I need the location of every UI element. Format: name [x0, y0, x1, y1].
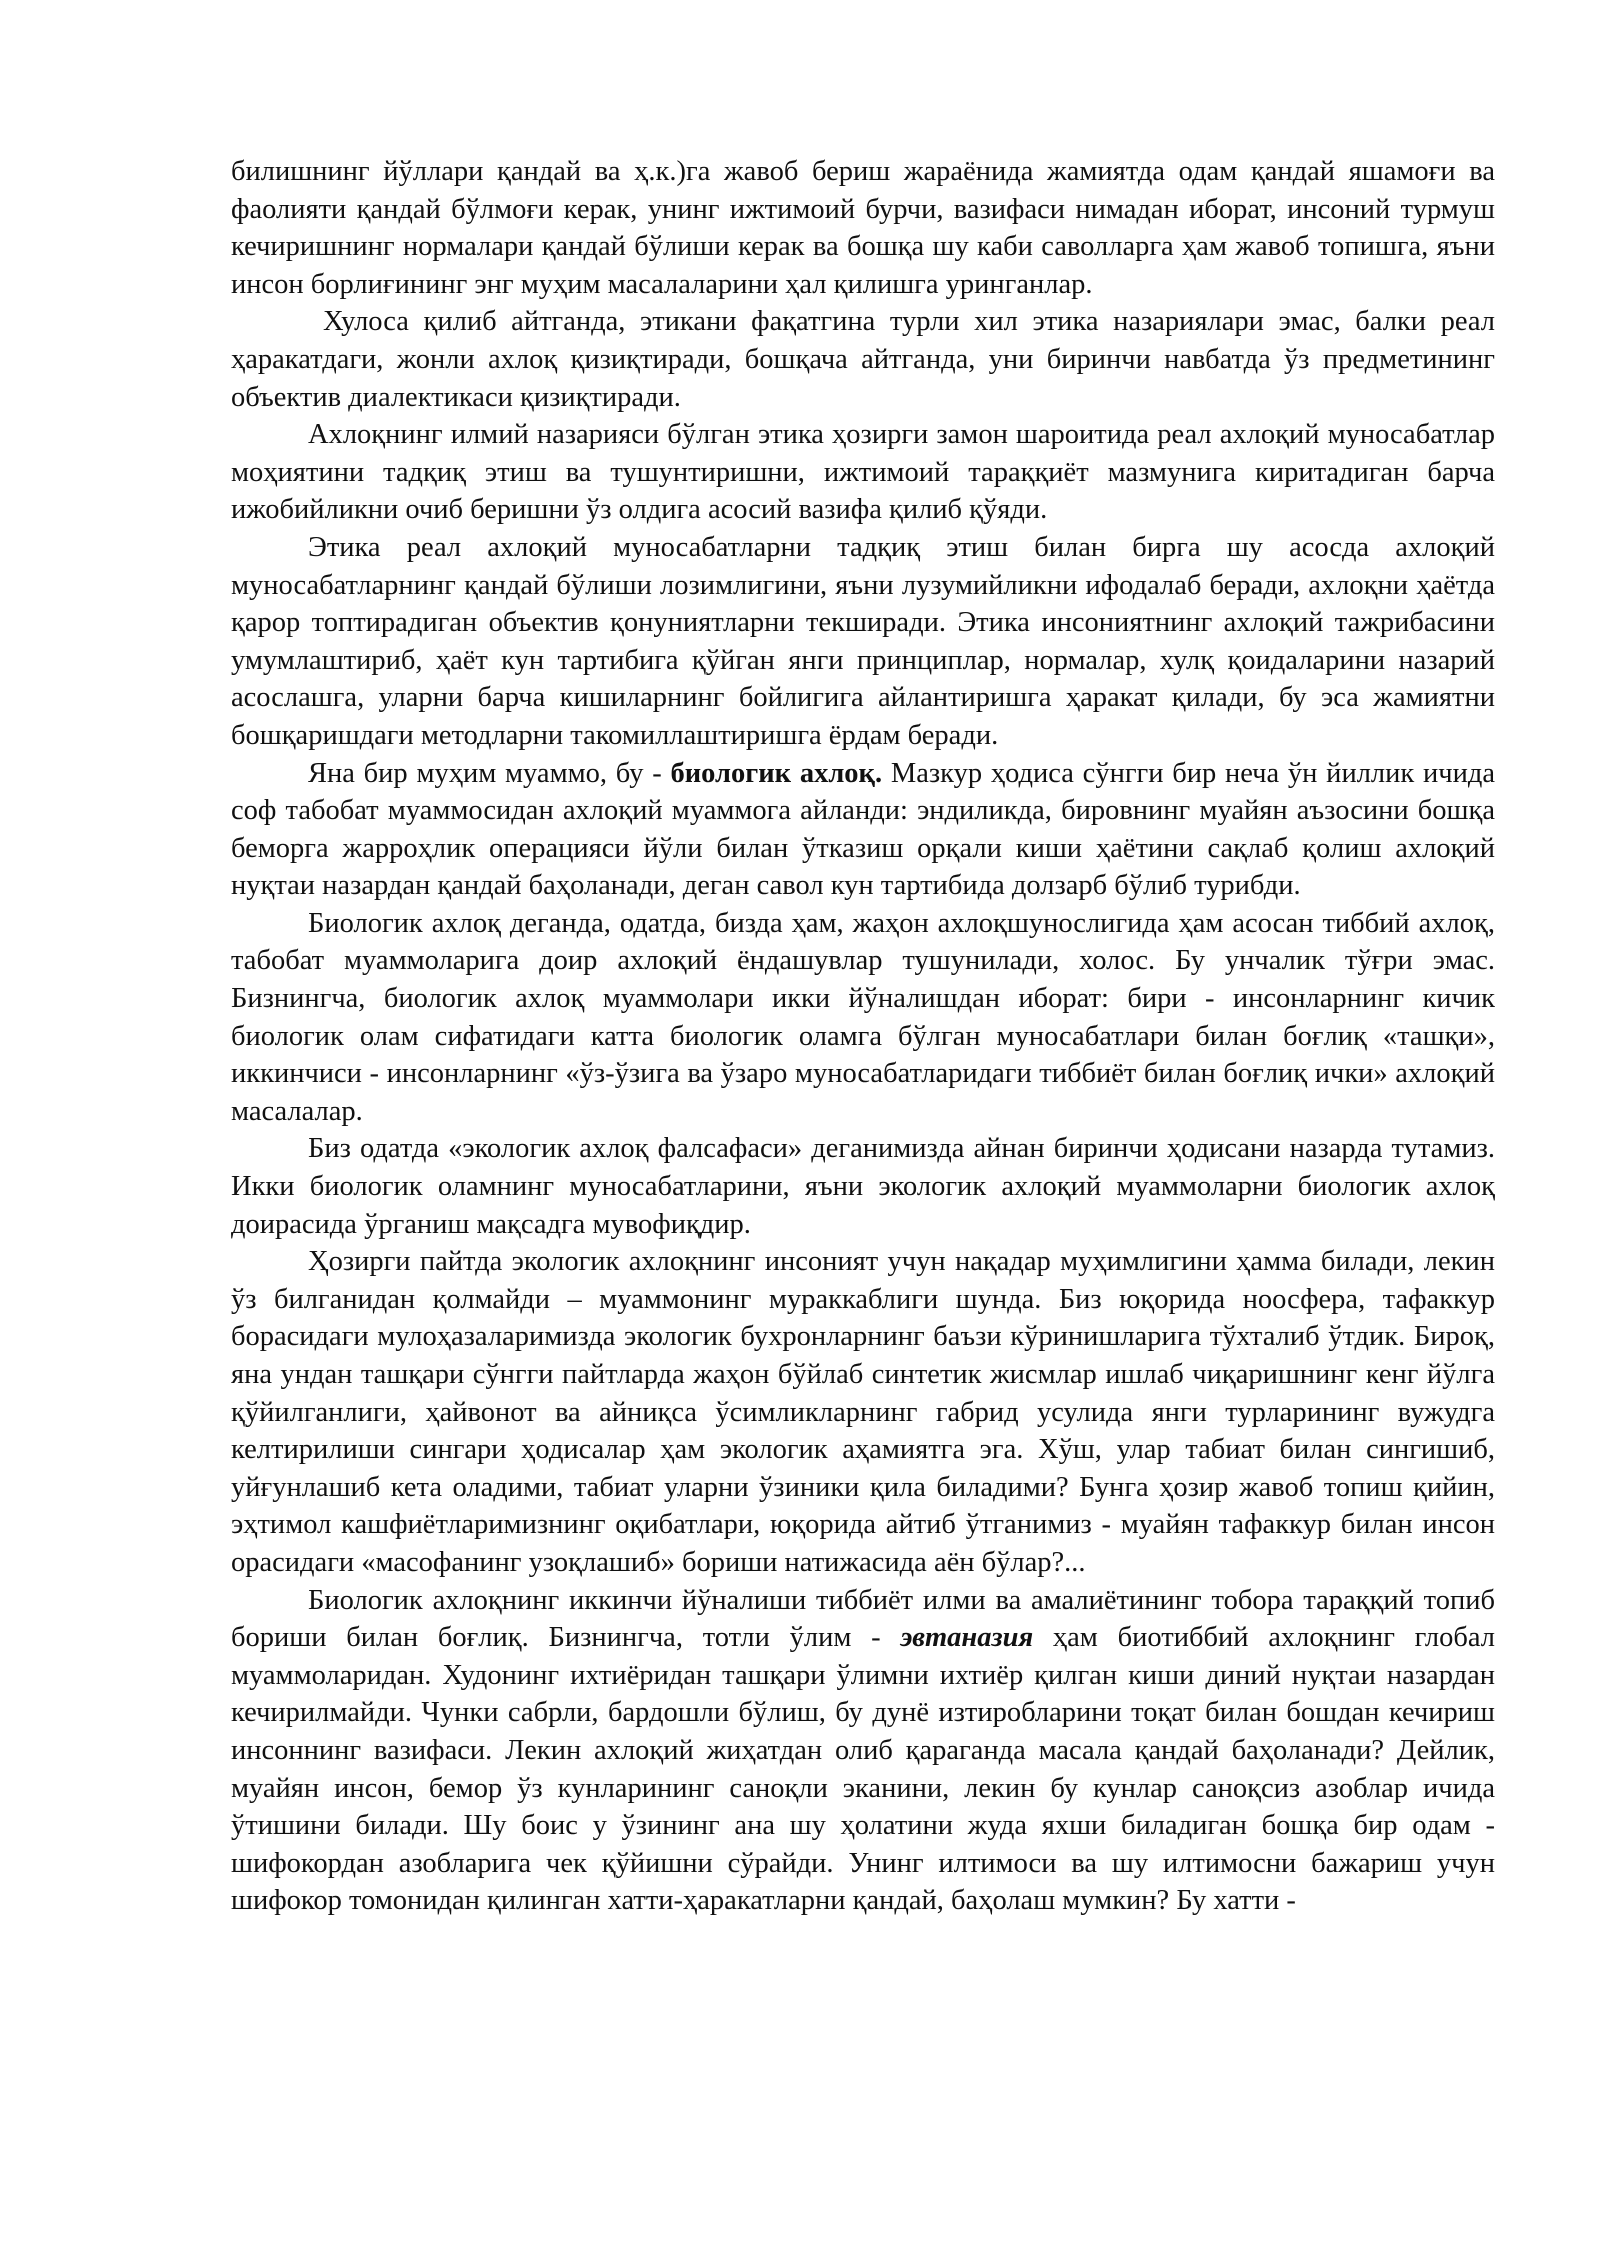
paragraph-text: Хулоса қилиб айтганда, этикани фақатгина турли хил этика назариялари эмас, балки реал ҳаракатдаги, жонли ахлоқ қизиқтиради, бошқача айтганда, уни биринчи навбатда ўз предметининг объектив диалектикаси қизиқтиради.	[231, 306, 1495, 413]
paragraph	[231, 153, 1495, 303]
paragraph	[231, 1130, 1495, 1243]
paragraph-text: билишнинг йўллари қандай ва ҳ.к.)га жавоб бериш жараёнида жамиятда одам қандай яшамоғи ва фаолияти қандай бўлмоғи керак, унинг ижтимоий бурчи, вазифаси нимадан иборат, инсоний турмуш кечиришнинг нормалари қандай бўлиши керак ва бошқа шу каби саволларга ҳам жавоб топишга, яъни инсон борлиғининг энг муҳим масалаларини ҳал қилишга уринганлар.	[231, 156, 1495, 300]
paragraph	[231, 905, 1495, 1131]
paragraph-text: Ҳозирги пайтда экологик ахлоқнинг инсоният учун нақадар муҳимлигини ҳамма билади, лекин ўз билганидан қолмайди – муаммонинг мураккаблиги шунда. Биз юқорида ноосфера, тафаккур борасидаги мулоҳазаларимизда экологик бухронларнинг баъзи кўринишларига тўхталиб ўтдик. Бироқ, яна ундан ташқари сўнгги пайтларда жаҳон бўйлаб синтетик жисмлар ишлаб чиқаришнинг кенг йўлга қўйилганлиги, ҳайвонот ва айниқса ўсимликларнинг габрид усулида янги турларининг вужудга келтирилиши сингари ҳодисалар ҳам экологик аҳамиятга эга. Хўш, улар табиат билан сингишиб, уйғунлашиб кета оладими, табиат уларни ўзиники қила биладими? Бунга ҳозир жавоб топиш қийин, эҳтимол кашфиётларимизнинг оқибатлари, юқорида айтиб ўтганимиз - муайян тафаккур билан инсон орасидаги «масофанинг узоқлашиб» бориши натижасида аён бўлар?...	[231, 1246, 1495, 1578]
paragraph-text: Биологик ахлоқ деганда, одатда, бизда ҳам, жаҳон ахлоқшунослигида ҳам асосан тиббий ахлоқ, табобат муаммоларига доир ахлоқий ёндашувлар тушунилади, холос. Бу унчалик тўғри эмас. Бизнингча, биологик ахлоқ муаммолари икки йўналишдан иборат: бири - инсонларнинг кичик биологик олам сифатидаги катта биологик оламга бўлган муносабатлари билан боғлиқ «ташқи», иккинчиси - инсонларнинг «ўз-ўзига ва ўзаро муносабатларидаги тиббиёт билан боғлиқ ички» ахлоқий масалалар.	[231, 907, 1495, 1127]
paragraph-text: Биз одатда «экологик ахлоқ фалсафаси» деганимизда айнан биринчи ҳодисани назарда тутамиз. Икки биологик оламнинг муносабатларини, яъни экологик ахлоқий муаммоларни биологик ахлоқ доирасида ўрганиш мақсадга мувофиқдир.	[231, 1133, 1495, 1240]
emphasized-term: биологик ахлоқ.	[670, 757, 883, 789]
paragraph-text: Этика реал ахлоқий муносабатларни тадқиқ этиш билан бирга шу асосда ахлоқий муносабатларнинг қандай бўлиши лозимлигини, яъни лузумийликни ифодалаб беради, ахлоқни ҳаётда қарор топтирадиган объектив қонуниятларни текширади. Этика инсониятнинг ахлоқий тажрибасини умумлаштириб, ҳаёт кун тартибига қўйган янги принциплар, нормалар, хулқ қоидаларини назарий асослашга, уларни барча кишиларнинг бойлигига айлантиришга ҳаракат қилади, бу эса жамиятни бошқаришдаги методларни такомиллаштиришга ёрдам беради.	[231, 531, 1495, 751]
document-page	[231, 153, 1495, 1920]
paragraph-text: Мазкур ҳодиса сўнгги бир неча ўн йиллик ичида соф табобат муаммосидан ахлоқий муаммога айланди: эндиликда, бировнинг муайян аъзосини бошқа беморга жарроҳлик операцияси йўли билан ўтказиш орқали киши ҳаётини сақлаб қолиш ахлоқий нуқтаи назардан қандай баҳоланади, деган савол кун тартибида долзарб бўлиб турибди.	[231, 757, 1495, 902]
paragraph-text: ҳам биотиббий ахлоқнинг глобал муаммоларидан. Худонинг ихтиёридан ташқари ўлимни ихтиёр қилган киши диний нуқтаи назардан кечирилмайди. Чунки сабрли, бардошли бўлиш, бу дунё изтиробларини тоқат билан бошдан кечириш инсоннинг вазифаси. Лекин ахлоқий жиҳатдан олиб қараганда масала қандай баҳоланади? Дейлик, муайян инсон, бемор ўз кунларининг саноқли эканини, лекин бу кунлар саноқсиз азоблар ичида ўтишини билади. Шу боис у ўзининг ана шу ҳолатини жуда яхши биладиган бошқа бир одам - шифокордан азобларига чек қўйишни сўрайди. Унинг илтимоси ва шу илтимосни бажариш учун шифокор томонидан қилинган хатти-ҳаракатларни қандай, баҳолаш мумкин? Бу хатти -	[231, 1622, 1495, 1917]
paragraph-text: Биологик ахлоқнинг иккинчи йўналиши тиббиёт илми ва амалиётининг тобора тараққий топиб бориши билан боғлиқ. Бизнингча, тотли ўлим -	[231, 1584, 1495, 1654]
paragraph	[231, 1582, 1495, 1920]
emphasized-term: эвтаназия	[900, 1622, 1034, 1654]
paragraph	[231, 1243, 1495, 1581]
paragraph	[231, 755, 1495, 905]
paragraph	[231, 416, 1495, 529]
paragraph-text: Яна бир муҳим муаммо, бу -	[308, 757, 671, 789]
paragraph-text: Ахлоқнинг илмий назарияси бўлган этика ҳозирги замон шароитида реал ахлоқий муносабатлар моҳиятини тадқиқ этиш ва тушунтиришни, ижтимоий тараққиёт мазмунига киритадиган барча ижобийликни очиб беришни ўз олдига асосий вазифа қилиб қўяди.	[231, 419, 1495, 526]
paragraph	[231, 529, 1495, 755]
paragraph	[231, 303, 1495, 416]
